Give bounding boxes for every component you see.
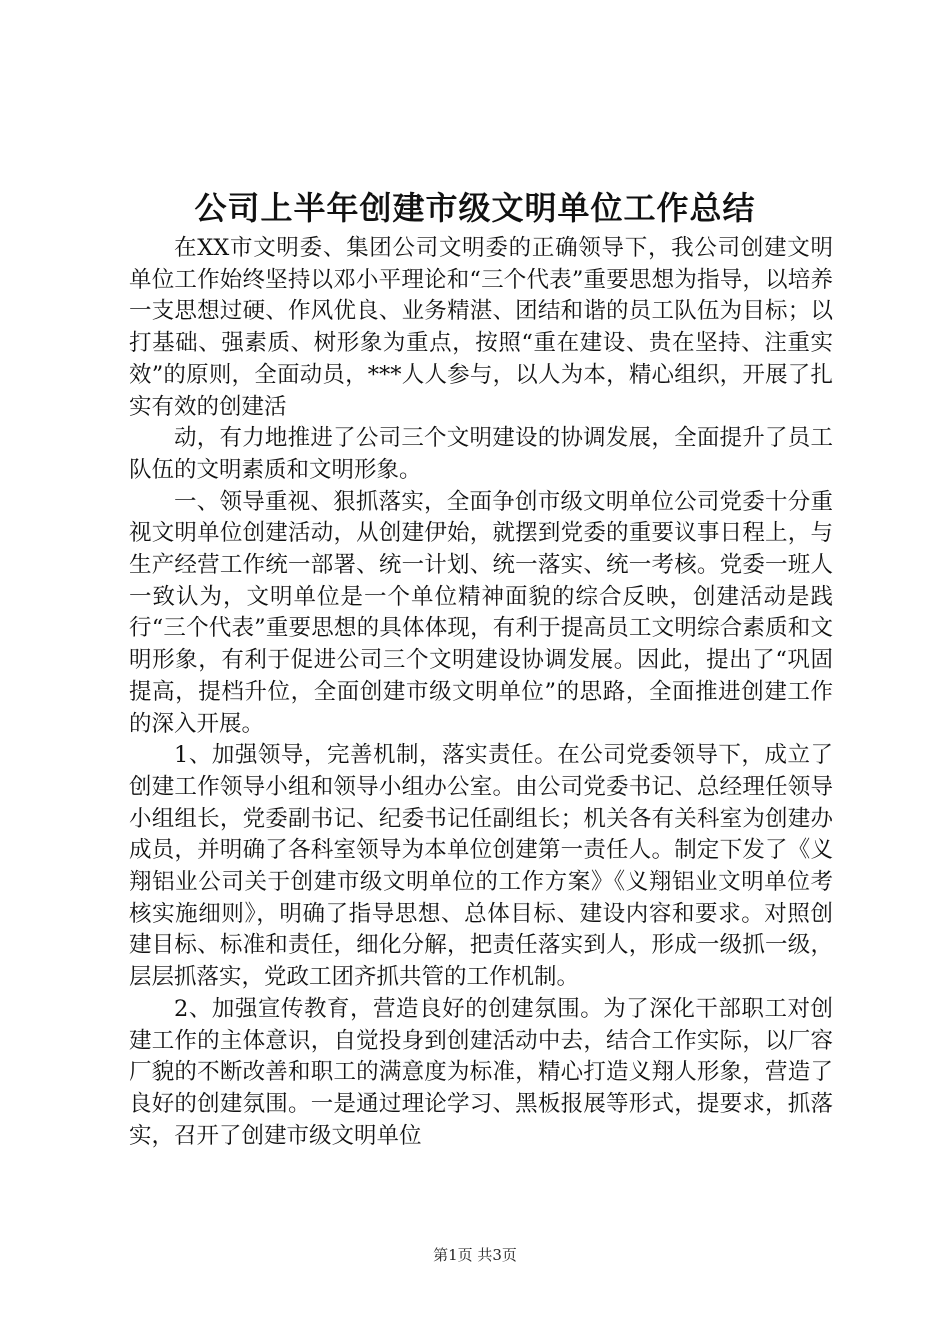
- paragraph-intro-continued: 动，有力地推进了公司三个文明建设的协调发展，全面提升了员工队伍的文明素质和文明形象。: [129, 425, 833, 483]
- paragraph-item-one: 1、加强领导，完善机制，落实责任。在公司党委领导下，成立了创建工作领导小组和领导小组办公室。由公司党委书记、总经理任领导小组组长，党委副书记、纪委书记任副组长；机关各有关科室为创建办成员，并明确了各科室领导为本单位创建第一责任人。制定下发了《义翔铝业公司关于创建市级文明单位的工作方案》《义翔铝业文明单位考核实施细则》，明确了指导思想、总体目标、建设内容和要求。对照创建目标、标准和责任，细化分解，把责任落实到人，形成一级抓一级，层层抓落实，党政工团齐抓共管的工作机制。: [129, 742, 833, 991]
- page-footer: 第1页 共3页: [433, 1246, 517, 1264]
- document-body: [129, 233, 833, 1152]
- document-title: 公司上半年创建市级文明单位工作总结: [194, 189, 756, 227]
- paragraph-section-one: 一、领导重视、狠抓落实，全面争创市级文明单位公司党委十分重视文明单位创建活动，从创建伊始，就摆到党委的重要议事日程上，与生产经营工作统一部署、统一计划、统一落实、统一考核。党委一班人一致认为，文明单位是一个单位精神面貌的综合反映，创建活动是践行“三个代表”重要思想的具体体现，有利于提高员工文明综合素质和文明形象，有利于促进公司三个文明建设协调发展。因此，提出了“巩固提高，提档升位，全面创建市级文明单位”的思路，全面推进创建工作的深入开展。: [129, 488, 833, 737]
- paragraph-item-two: 2、加强宣传教育，营造良好的创建氛围。为了深化干部职工对创建工作的主体意识，自觉投身到创建活动中去，结合工作实际，以厂容厂貌的不断改善和职工的满意度为标准，精心打造义翔人形象，营造了良好的创建氛围。一是通过理论学习、黑板报展等形式，提要求，抓落实，召开了创建市级文明单位: [129, 995, 833, 1149]
- paragraph-intro: 在XX市文明委、集团公司文明委的正确领导下，我公司创建文明单位工作始终坚持以邓小平理论和“三个代表”重要思想为指导，以培养一支思想过硬、作风优良、业务精湛、团结和谐的员工队伍为目标；以打基础、强素质、树形象为重点，按照“重在建设、贵在坚持、注重实效”的原则，全面动员，***人人参与，以人为本，精心组织，开展了扎实有效的创建活: [129, 235, 833, 420]
